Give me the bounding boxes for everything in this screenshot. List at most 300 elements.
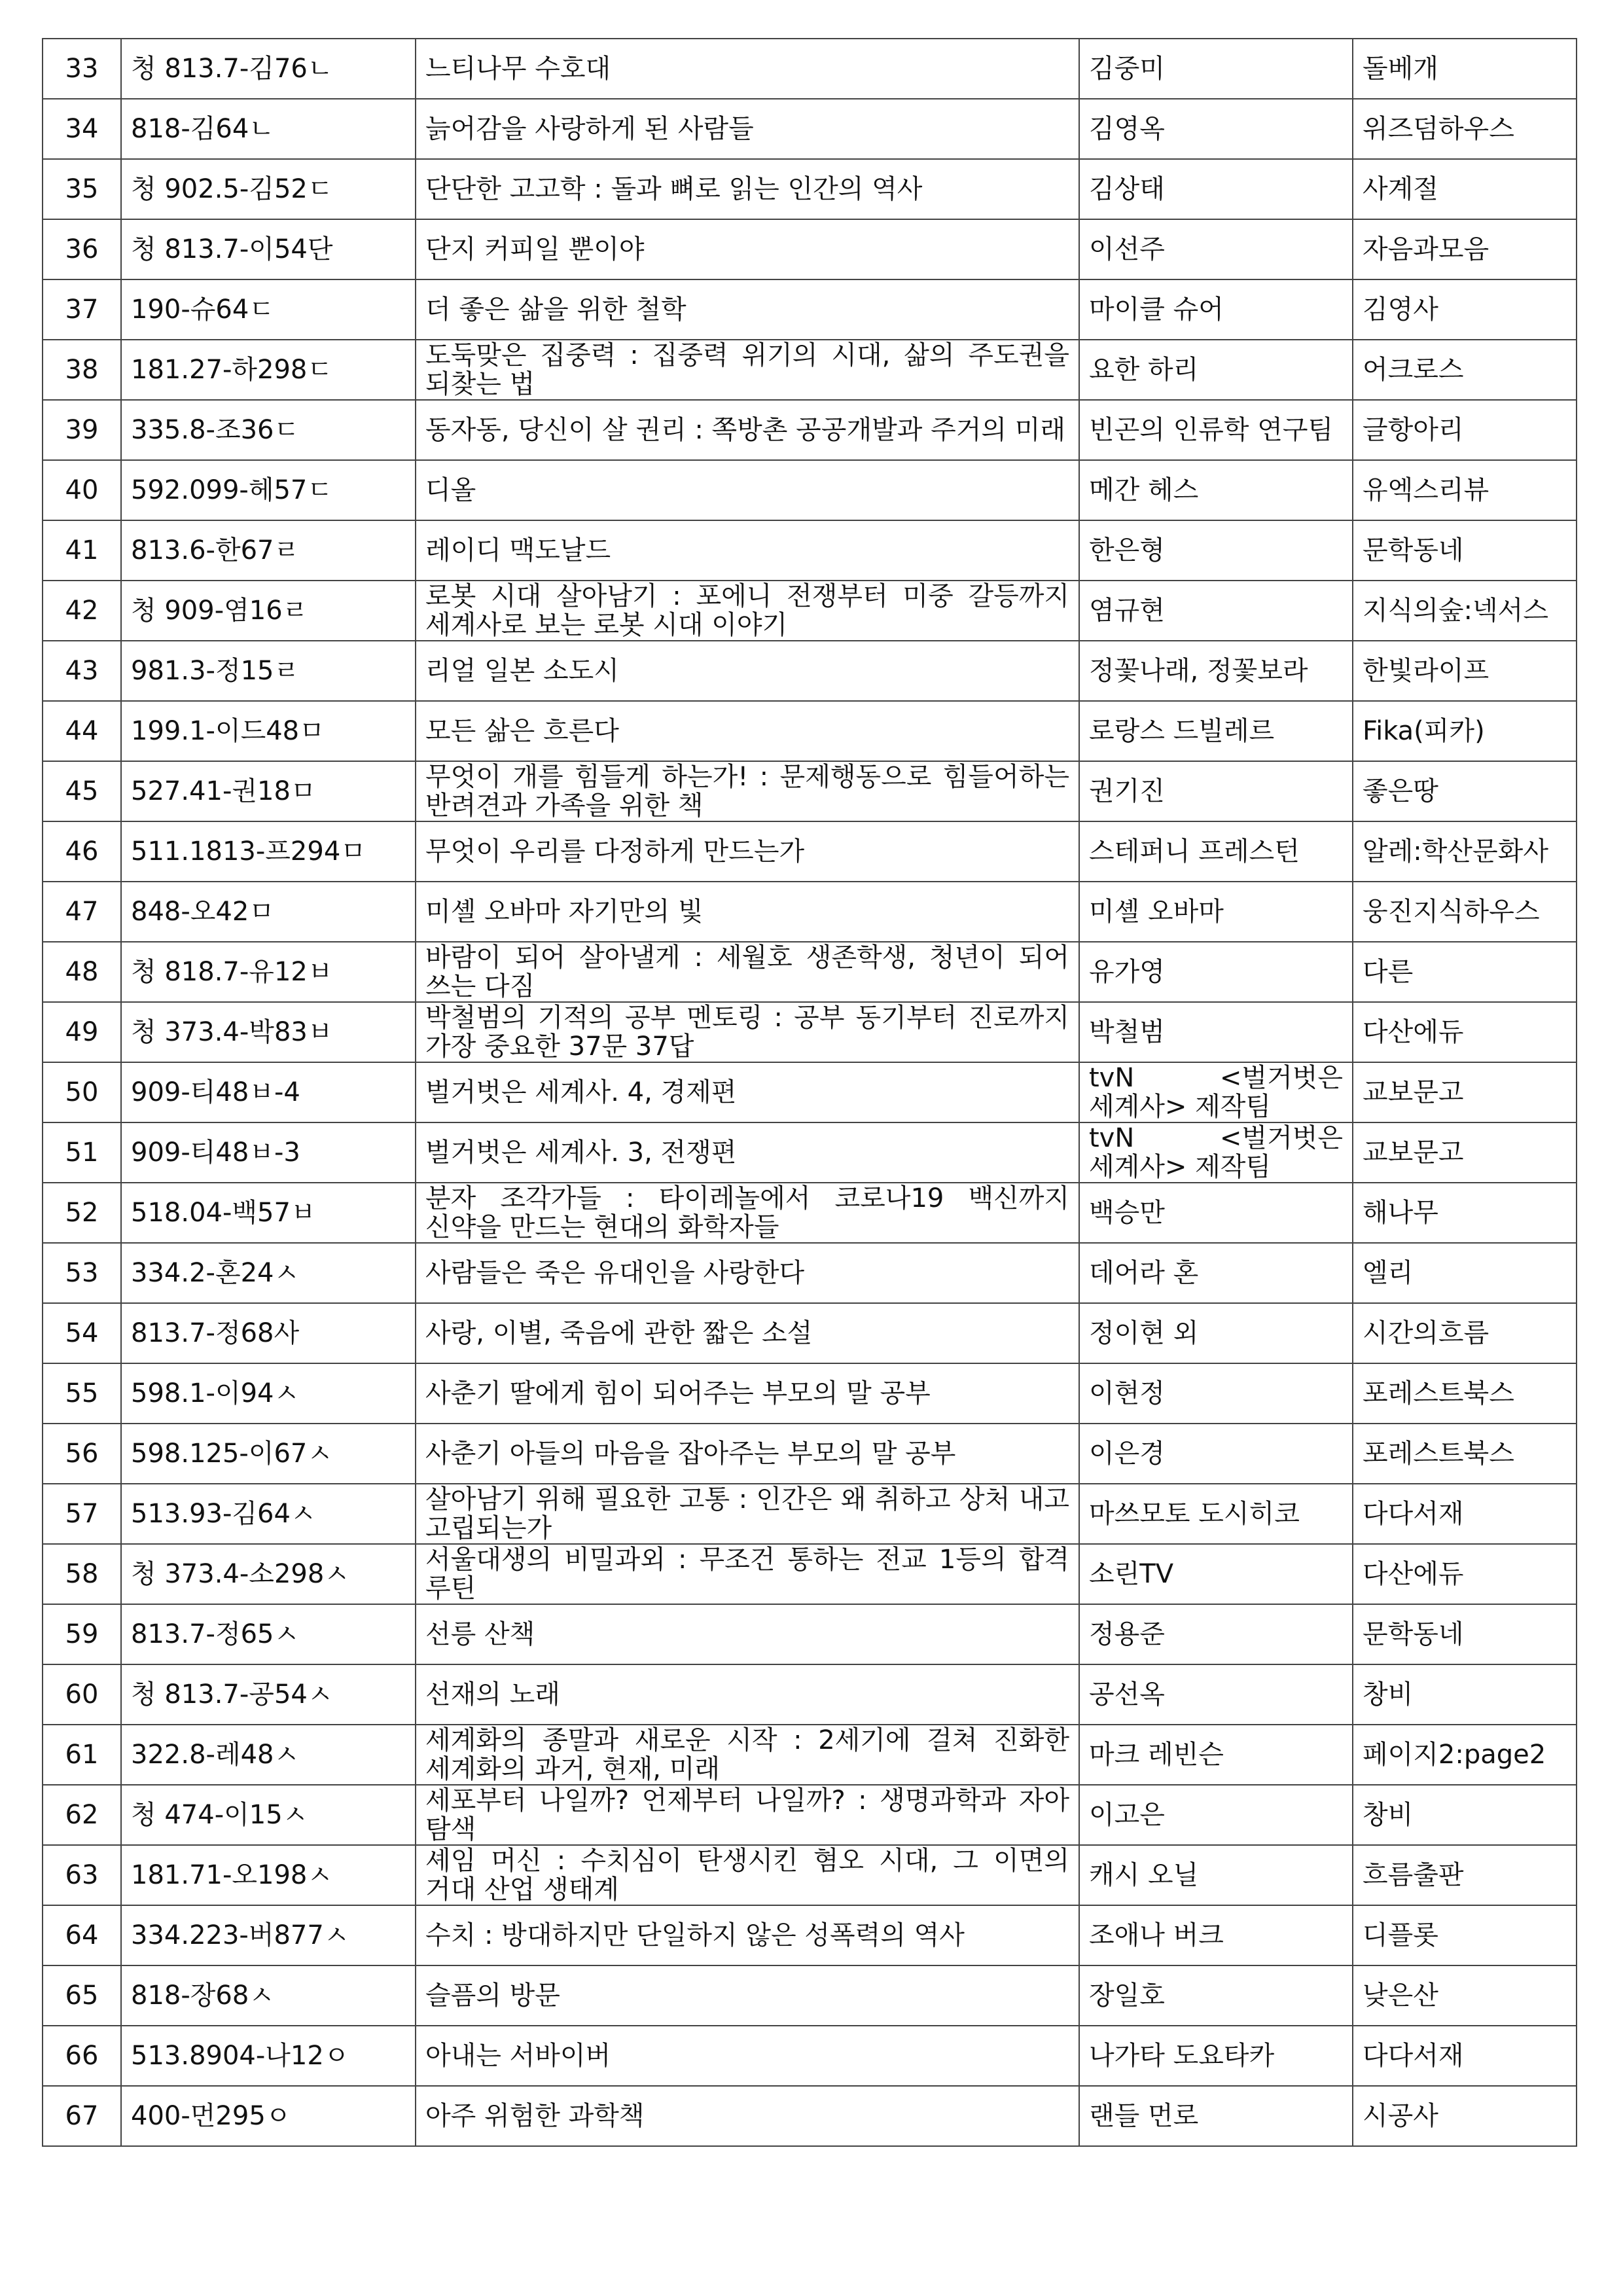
call-number-cell <box>121 1905 416 1965</box>
book-title: 로봇 시대 살아남기 : 포에니 전쟁부터 미중 갈등까지 세계사로 보는 로봇 시대 이야기 <box>425 581 1069 640</box>
book-author: 스테퍼니 프레스턴 <box>1089 836 1300 867</box>
book-title-cell <box>416 1905 1079 1965</box>
row-number-cell <box>43 2086 121 2146</box>
book-title-cell <box>416 1062 1079 1122</box>
call-number: 청 813.7-이54단 <box>131 234 333 264</box>
call-number: 518.04-백57ㅂ <box>131 1198 316 1228</box>
table-row <box>43 1905 1577 1965</box>
book-publisher-cell <box>1353 1604 1577 1664</box>
book-publisher: 문학동네 <box>1363 1619 1464 1649</box>
table-row <box>43 219 1577 279</box>
book-publisher-cell <box>1353 39 1577 99</box>
row-number-cell <box>43 1544 121 1604</box>
call-number: 181.27-하298ㄷ <box>131 355 333 385</box>
book-title-cell <box>416 1725 1079 1785</box>
book-title: 동자동, 당신이 살 권리 : 쪽방촌 공공개발과 주거의 미래 <box>425 415 1065 445</box>
row-number: 42 <box>65 596 99 626</box>
book-publisher: 알레:학산문화사 <box>1363 836 1548 867</box>
row-number: 36 <box>65 234 99 264</box>
book-title: 살아남기 위해 필요한 고통 : 인간은 왜 취하고 상처 내고 고립되는가 <box>425 1484 1069 1543</box>
call-number: 598.125-이67ㅅ <box>131 1439 333 1469</box>
call-number: 청 813.7-공54ㅅ <box>131 1679 333 1710</box>
row-number-cell <box>43 1484 121 1544</box>
book-publisher: 다산에듀 <box>1363 1559 1464 1589</box>
book-title-cell <box>416 882 1079 942</box>
row-number-cell <box>43 39 121 99</box>
call-number: 909-티48ㅂ-3 <box>131 1138 300 1168</box>
row-number-cell <box>43 1303 121 1363</box>
call-number-cell <box>121 882 416 942</box>
book-title: 느티나무 수호대 <box>425 54 611 84</box>
book-publisher-cell <box>1353 1183 1577 1243</box>
call-number: 청 813.7-김76ㄴ <box>131 54 333 84</box>
book-author-cell <box>1079 821 1353 882</box>
book-publisher-cell <box>1353 1062 1577 1122</box>
row-number-cell <box>43 701 121 761</box>
book-publisher: 시공사 <box>1363 2101 1438 2131</box>
book-title-cell <box>416 1243 1079 1303</box>
book-author-cell <box>1079 1062 1353 1122</box>
book-publisher: 글항아리 <box>1363 415 1464 445</box>
book-title-cell <box>416 701 1079 761</box>
call-number-cell <box>121 1062 416 1122</box>
row-number: 37 <box>65 295 99 325</box>
row-number-cell <box>43 1183 121 1243</box>
book-publisher-cell <box>1353 641 1577 701</box>
book-author-cell <box>1079 1725 1353 1785</box>
call-number: 513.8904-나12ㅇ <box>131 2041 349 2071</box>
book-title: 사춘기 딸에게 힘이 되어주는 부모의 말 공부 <box>425 1378 931 1408</box>
call-number-cell <box>121 1363 416 1424</box>
row-number: 59 <box>65 1619 99 1649</box>
book-author-cell <box>1079 39 1353 99</box>
book-publisher-cell <box>1353 1664 1577 1725</box>
call-number: 527.41-권18ㅁ <box>131 776 316 806</box>
book-author-cell <box>1079 1122 1353 1183</box>
book-author: 김영옥 <box>1089 114 1165 144</box>
row-number: 48 <box>65 957 99 987</box>
row-number-cell <box>43 2026 121 2086</box>
row-number: 41 <box>65 535 99 565</box>
book-author: 이선주 <box>1089 234 1165 264</box>
book-publisher-cell <box>1353 2026 1577 2086</box>
table-row <box>43 821 1577 882</box>
table-row <box>43 2026 1577 2086</box>
row-number-cell <box>43 1002 121 1062</box>
row-number: 40 <box>65 475 99 505</box>
book-publisher: 시간의흐름 <box>1363 1318 1489 1348</box>
book-publisher: 문학동네 <box>1363 535 1464 565</box>
row-number-cell <box>43 460 121 520</box>
book-author: 이고은 <box>1089 1800 1165 1830</box>
call-number: 청 902.5-김52ㄷ <box>131 174 333 204</box>
row-number: 44 <box>65 716 99 746</box>
book-title: 아주 위험한 과학책 <box>425 2101 645 2131</box>
row-number-cell <box>43 1725 121 1785</box>
call-number-cell <box>121 2026 416 2086</box>
call-number-cell <box>121 1484 416 1544</box>
book-publisher: 창비 <box>1363 1800 1414 1830</box>
book-author: 한은형 <box>1089 535 1165 565</box>
book-title-cell <box>416 39 1079 99</box>
call-number-cell <box>121 279 416 340</box>
book-author-cell <box>1079 1243 1353 1303</box>
book-title: 미셸 오바마 자기만의 빛 <box>425 897 704 927</box>
book-title-cell <box>416 1544 1079 1604</box>
book-publisher: 다다서재 <box>1363 1499 1464 1529</box>
book-publisher-cell <box>1353 520 1577 581</box>
book-publisher-cell <box>1353 821 1577 882</box>
call-number-cell <box>121 159 416 219</box>
table-row <box>43 159 1577 219</box>
book-author: 조애나 버크 <box>1089 1920 1224 1950</box>
table-row <box>43 1965 1577 2026</box>
book-title: 무엇이 우리를 다정하게 만드는가 <box>425 836 805 867</box>
book-author-cell <box>1079 1965 1353 2026</box>
book-title-cell <box>416 761 1079 821</box>
book-title-cell <box>416 1604 1079 1664</box>
book-title-cell <box>416 520 1079 581</box>
call-number-cell <box>121 340 416 400</box>
row-number: 56 <box>65 1439 99 1469</box>
table-row <box>43 1243 1577 1303</box>
book-title: 디올 <box>425 475 476 505</box>
book-publisher: 지식의숲:넥서스 <box>1363 596 1548 626</box>
call-number: 청 818.7-유12ㅂ <box>131 957 333 987</box>
table-row <box>43 1544 1577 1604</box>
row-number-cell <box>43 821 121 882</box>
row-number: 45 <box>65 776 99 806</box>
book-publisher: 창비 <box>1363 1679 1414 1710</box>
book-publisher-cell <box>1353 1544 1577 1604</box>
book-publisher: Fika(피카) <box>1363 716 1485 746</box>
book-author-cell <box>1079 1544 1353 1604</box>
book-author: 김중미 <box>1089 54 1165 84</box>
call-number: 598.1-이94ㅅ <box>131 1378 300 1408</box>
table-row <box>43 1424 1577 1484</box>
row-number: 62 <box>65 1800 99 1830</box>
book-author: 캐시 오닐 <box>1089 1860 1199 1890</box>
book-publisher-cell <box>1353 761 1577 821</box>
row-number: 47 <box>65 897 99 927</box>
book-title-cell <box>416 1785 1079 1845</box>
row-number-cell <box>43 942 121 1002</box>
book-publisher-cell <box>1353 1785 1577 1845</box>
row-number: 66 <box>65 2041 99 2071</box>
row-number: 34 <box>65 114 99 144</box>
table-row <box>43 1363 1577 1424</box>
book-publisher: 좋은땅 <box>1363 776 1438 806</box>
book-title-cell <box>416 1363 1079 1424</box>
row-number: 55 <box>65 1378 99 1408</box>
book-title: 아내는 서바이버 <box>425 2041 611 2071</box>
book-title-cell <box>416 581 1079 641</box>
book-author: 공선옥 <box>1089 1679 1165 1710</box>
call-number-cell <box>121 1122 416 1183</box>
call-number-cell <box>121 39 416 99</box>
book-author: 이은경 <box>1089 1439 1165 1469</box>
row-number-cell <box>43 1062 121 1122</box>
book-publisher: 사계절 <box>1363 174 1438 204</box>
book-author: 염규현 <box>1089 596 1165 626</box>
book-title-cell <box>416 219 1079 279</box>
book-title-cell <box>416 460 1079 520</box>
call-number-cell <box>121 400 416 460</box>
book-publisher: 다른 <box>1363 957 1414 987</box>
book-author: 마이클 슈어 <box>1089 295 1224 325</box>
call-number: 513.93-김64ㅅ <box>131 1499 316 1529</box>
row-number: 46 <box>65 836 99 867</box>
book-author-cell <box>1079 2026 1353 2086</box>
row-number: 38 <box>65 355 99 385</box>
call-number: 818-장68ㅅ <box>131 1981 274 2011</box>
book-author: tvN <벌거벗은 세계사> 제작팀 <box>1089 1063 1343 1122</box>
call-number: 청 373.4-박83ㅂ <box>131 1017 333 1047</box>
book-title-cell <box>416 159 1079 219</box>
row-number-cell <box>43 340 121 400</box>
book-author: 빈곤의 인류학 연구팀 <box>1089 415 1334 445</box>
call-number: 813.7-정68사 <box>131 1318 300 1348</box>
book-title: 사춘기 아들의 마음을 잡아주는 부모의 말 공부 <box>425 1439 956 1469</box>
call-number-cell <box>121 1965 416 2026</box>
book-title-cell <box>416 1303 1079 1363</box>
table-row <box>43 2086 1577 2146</box>
row-number: 51 <box>65 1138 99 1168</box>
book-publisher-cell <box>1353 1363 1577 1424</box>
row-number: 52 <box>65 1198 99 1228</box>
table-row <box>43 1664 1577 1725</box>
book-title-cell <box>416 1484 1079 1544</box>
book-author-cell <box>1079 99 1353 159</box>
book-author-cell <box>1079 641 1353 701</box>
table-row <box>43 1062 1577 1122</box>
call-number: 909-티48ㅂ-4 <box>131 1077 300 1107</box>
call-number-cell <box>121 761 416 821</box>
row-number: 50 <box>65 1077 99 1107</box>
call-number-cell <box>121 942 416 1002</box>
table-row <box>43 1183 1577 1243</box>
book-title: 단단한 고고학 : 돌과 뼈로 읽는 인간의 역사 <box>425 174 923 204</box>
book-author: 랜들 먼로 <box>1089 2101 1199 2131</box>
book-author-cell <box>1079 1484 1353 1544</box>
call-number-cell <box>121 1544 416 1604</box>
row-number-cell <box>43 159 121 219</box>
row-number-cell <box>43 520 121 581</box>
row-number: 54 <box>65 1318 99 1348</box>
book-title: 무엇이 개를 힘들게 하는가! : 문제행동으로 힘들어하는 반려견과 가족을 위한 책 <box>425 762 1069 821</box>
book-author: 정꽃나래, 정꽃보라 <box>1089 656 1308 686</box>
book-author-cell <box>1079 701 1353 761</box>
table-row <box>43 1002 1577 1062</box>
book-author-cell <box>1079 1604 1353 1664</box>
book-title: 수치 : 방대하지만 단일하지 않은 성폭력의 역사 <box>425 1920 965 1950</box>
book-author-cell <box>1079 942 1353 1002</box>
table-row <box>43 400 1577 460</box>
book-title-cell <box>416 400 1079 460</box>
book-author: 데어라 혼 <box>1089 1258 1199 1288</box>
row-number-cell <box>43 581 121 641</box>
book-title: 사랑, 이별, 죽음에 관한 짧은 소설 <box>425 1318 813 1348</box>
book-publisher: 한빛라이프 <box>1363 656 1489 686</box>
book-title: 더 좋은 삶을 위한 철학 <box>425 295 687 325</box>
book-title: 단지 커피일 뿐이야 <box>425 234 645 264</box>
call-number: 190-슈64ㄷ <box>131 295 274 325</box>
call-number: 848-오42ㅁ <box>131 897 274 927</box>
book-publisher-cell <box>1353 942 1577 1002</box>
table-row <box>43 340 1577 400</box>
book-title-cell <box>416 1965 1079 2026</box>
book-title: 벌거벗은 세계사. 4, 경제편 <box>425 1077 737 1107</box>
book-title-cell <box>416 821 1079 882</box>
row-number-cell <box>43 1845 121 1905</box>
book-publisher: 포레스트북스 <box>1363 1439 1514 1469</box>
call-number: 818-김64ㄴ <box>131 114 274 144</box>
book-publisher-cell <box>1353 1725 1577 1785</box>
book-author-cell <box>1079 581 1353 641</box>
call-number-cell <box>121 1845 416 1905</box>
call-number-cell <box>121 99 416 159</box>
book-author-cell <box>1079 460 1353 520</box>
book-author: tvN <벌거벗은 세계사> 제작팀 <box>1089 1123 1343 1182</box>
call-number-cell <box>121 1243 416 1303</box>
book-publisher-cell <box>1353 1845 1577 1905</box>
book-author-cell <box>1079 1183 1353 1243</box>
call-number: 334.2-혼24ㅅ <box>131 1258 300 1288</box>
call-number: 청 373.4-소298ㅅ <box>131 1559 349 1589</box>
row-number-cell <box>43 1785 121 1845</box>
call-number-cell <box>121 821 416 882</box>
book-author-cell <box>1079 1845 1353 1905</box>
book-title-cell <box>416 1424 1079 1484</box>
table-row <box>43 1785 1577 1845</box>
call-number: 813.6-한67ㄹ <box>131 535 300 565</box>
book-publisher-cell <box>1353 340 1577 400</box>
row-number: 39 <box>65 415 99 445</box>
book-author-cell <box>1079 520 1353 581</box>
call-number-cell <box>121 1725 416 1785</box>
book-title: 셰임 머신 : 수치심이 탄생시킨 혐오 시대, 그 이면의 거대 산업 생태계 <box>425 1846 1069 1905</box>
book-title: 슬픔의 방문 <box>425 1981 560 2011</box>
call-number-cell <box>121 581 416 641</box>
table-row <box>43 39 1577 99</box>
book-title: 세포부터 나일까? 언제부터 나일까? : 생명과학과 자아 탐색 <box>425 1785 1069 1844</box>
book-author: 마쓰모토 도시히코 <box>1089 1499 1300 1529</box>
table-row <box>43 1122 1577 1183</box>
book-title-cell <box>416 641 1079 701</box>
book-author: 나가타 도요타카 <box>1089 2041 1275 2071</box>
call-number: 592.099-헤57ㄷ <box>131 475 333 505</box>
row-number: 43 <box>65 656 99 686</box>
row-number: 49 <box>65 1017 99 1047</box>
book-publisher: 다다서재 <box>1363 2041 1464 2071</box>
book-title: 박철범의 기적의 공부 멘토링 : 공부 동기부터 진로까지 가장 중요한 37문 37답 <box>425 1003 1069 1062</box>
call-number-cell <box>121 1604 416 1664</box>
book-title: 리얼 일본 소도시 <box>425 656 619 686</box>
book-author-cell <box>1079 340 1353 400</box>
row-number-cell <box>43 99 121 159</box>
row-number-cell <box>43 882 121 942</box>
book-author-cell <box>1079 219 1353 279</box>
book-author: 이현정 <box>1089 1378 1165 1408</box>
call-number-cell <box>121 1183 416 1243</box>
call-number: 334.223-버877ㅅ <box>131 1920 349 1950</box>
book-publisher: 어크로스 <box>1363 355 1464 385</box>
book-publisher: 위즈덤하우스 <box>1363 114 1514 144</box>
book-title: 분자 조각가들 : 타이레놀에서 코로나19 백신까지 신약을 만드는 현대의 화학자들 <box>425 1183 1069 1242</box>
book-author-cell <box>1079 1002 1353 1062</box>
call-number-cell <box>121 1303 416 1363</box>
book-title: 바람이 되어 살아낼게 : 세월호 생존학생, 청년이 되어 쓰는 다짐 <box>425 942 1069 1001</box>
table-row <box>43 1725 1577 1785</box>
row-number: 60 <box>65 1679 99 1710</box>
table-row <box>43 581 1577 641</box>
book-title: 늙어감을 사랑하게 된 사람들 <box>425 114 754 144</box>
call-number: 511.1813-프294ㅁ <box>131 836 366 867</box>
book-title: 선재의 노래 <box>425 1679 560 1710</box>
book-author: 유가영 <box>1089 957 1165 987</box>
book-title: 사람들은 죽은 유대인을 사랑한다 <box>425 1258 805 1288</box>
book-publisher-cell <box>1353 159 1577 219</box>
row-number: 35 <box>65 174 99 204</box>
book-publisher-cell <box>1353 882 1577 942</box>
book-author: 김상태 <box>1089 174 1165 204</box>
book-title-cell <box>416 340 1079 400</box>
book-author-cell <box>1079 1905 1353 1965</box>
book-author-cell <box>1079 1664 1353 1725</box>
book-publisher: 교보문고 <box>1363 1077 1464 1107</box>
book-publisher: 엘리 <box>1363 1258 1414 1288</box>
call-number-cell <box>121 701 416 761</box>
book-publisher-cell <box>1353 701 1577 761</box>
book-author: 메간 헤스 <box>1089 475 1199 505</box>
book-author: 정용준 <box>1089 1619 1165 1649</box>
book-title-cell <box>416 1183 1079 1243</box>
row-number-cell <box>43 219 121 279</box>
book-publisher-cell <box>1353 1243 1577 1303</box>
row-number-cell <box>43 1604 121 1664</box>
book-publisher: 해나무 <box>1363 1198 1438 1228</box>
book-author-cell <box>1079 2086 1353 2146</box>
call-number: 181.71-오198ㅅ <box>131 1860 333 1890</box>
book-title-cell <box>416 1845 1079 1905</box>
row-number: 64 <box>65 1920 99 1950</box>
table-row <box>43 520 1577 581</box>
book-author: 박철범 <box>1089 1017 1165 1047</box>
book-author-cell <box>1079 1303 1353 1363</box>
table-row <box>43 761 1577 821</box>
row-number-cell <box>43 1243 121 1303</box>
book-publisher-cell <box>1353 460 1577 520</box>
table-row <box>43 882 1577 942</box>
call-number-cell <box>121 1002 416 1062</box>
book-publisher: 김영사 <box>1363 295 1438 325</box>
table-row <box>43 99 1577 159</box>
book-publisher: 페이지2:page2 <box>1363 1740 1546 1770</box>
row-number: 53 <box>65 1258 99 1288</box>
book-list-table <box>42 38 1577 2147</box>
book-author-cell <box>1079 761 1353 821</box>
book-publisher-cell <box>1353 2086 1577 2146</box>
book-publisher-cell <box>1353 1424 1577 1484</box>
book-title: 도둑맞은 집중력 : 집중력 위기의 시대, 삶의 주도권을 되찾는 법 <box>425 340 1069 399</box>
book-publisher-cell <box>1353 1002 1577 1062</box>
call-number: 199.1-이드48ㅁ <box>131 716 325 746</box>
call-number-cell <box>121 219 416 279</box>
call-number: 322.8-레48ㅅ <box>131 1740 300 1770</box>
book-title-cell <box>416 2086 1079 2146</box>
call-number-cell <box>121 460 416 520</box>
table-body <box>43 39 1577 2146</box>
